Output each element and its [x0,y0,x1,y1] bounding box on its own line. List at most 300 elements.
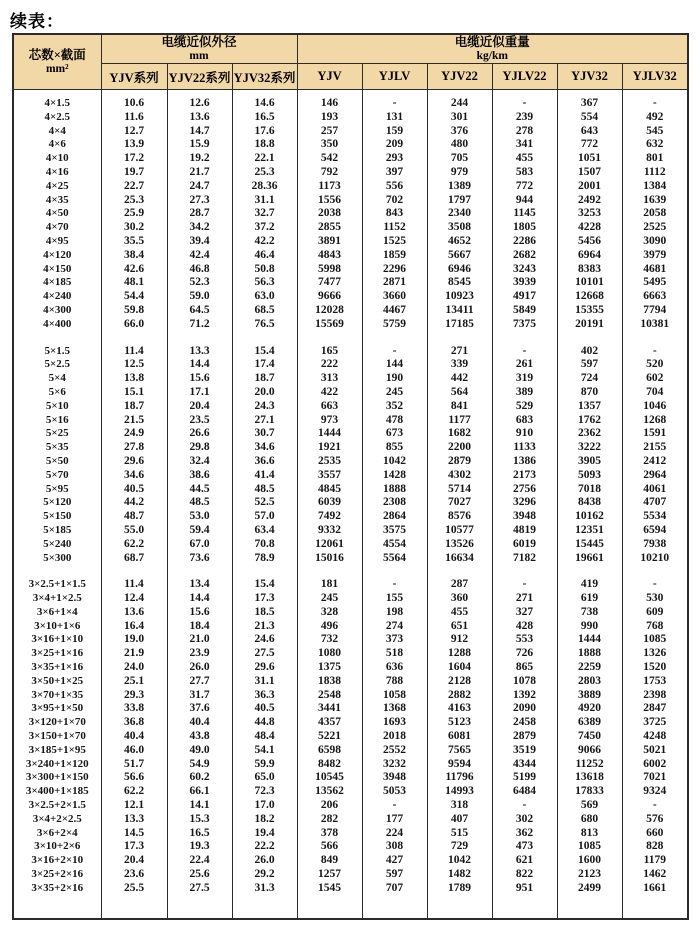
value-cell: 422 [297,386,362,400]
table-row [13,689,688,703]
value-cell: 3090 [622,235,688,249]
value-cell: 29.2 [232,868,297,882]
value-cell: 2882 [427,689,492,703]
value-cell: 62.2 [101,538,167,552]
value-cell: 3296 [492,496,557,510]
value-cell: 6663 [622,290,688,304]
value-cell: 72.3 [232,785,297,799]
spacer-cell [557,90,622,98]
value-cell: 4920 [557,702,622,716]
value-cell: 17185 [427,318,492,332]
value-cell: 32.7 [232,207,297,221]
value-cell: 70.8 [232,538,297,552]
value-cell: 25.1 [101,675,167,689]
value-cell: 855 [362,441,427,455]
value-cell: 542 [297,152,362,166]
value-cell: 3557 [297,469,362,483]
value-cell: 63.0 [232,290,297,304]
spacer-cell [13,565,101,578]
spacer-cell [362,896,427,919]
value-cell: 42.6 [101,263,167,277]
value-cell: 64.5 [167,304,232,318]
value-cell: 17.3 [101,840,167,854]
value-cell: 10577 [427,524,492,538]
value-cell: 30.2 [101,221,167,235]
table-row [13,620,688,634]
value-cell: 1428 [362,469,427,483]
value-cell: 14.1 [167,799,232,813]
spacer-cell [557,896,622,919]
value-cell: 14993 [427,785,492,799]
table-row [13,276,688,290]
value-cell: 73.6 [167,552,232,566]
value-cell: 772 [492,180,557,194]
value-cell: 5123 [427,716,492,730]
value-cell: 16.5 [232,111,297,125]
table-row [13,427,688,441]
value-cell: 7018 [557,483,622,497]
value-cell: 31.1 [232,194,297,208]
value-cell: 2296 [362,263,427,277]
table-row [13,771,688,785]
value-cell: 1046 [622,400,688,414]
spacer-cell [492,332,557,345]
value-cell: 21.9 [101,647,167,661]
table-row [13,400,688,414]
table-row [13,263,688,277]
value-cell: 4843 [297,249,362,263]
value-cell: 10381 [622,318,688,332]
value-cell: 1078 [492,675,557,689]
value-cell: 373 [362,633,427,647]
value-cell: 42.2 [232,235,297,249]
value-cell: 239 [492,111,557,125]
value-cell: 663 [297,400,362,414]
header-weight-group [297,34,688,64]
value-cell: 1545 [297,882,362,896]
cable-spec-table [12,33,689,920]
value-cell: 12351 [557,524,622,538]
value-cell: 5534 [622,510,688,524]
value-cell: 1080 [297,647,362,661]
value-cell: 1753 [622,675,688,689]
value-cell: 843 [362,207,427,221]
value-cell: 11.4 [101,345,167,359]
value-cell: 1482 [427,868,492,882]
spacer-cell [297,90,362,98]
value-cell: 2038 [297,207,362,221]
table-row [13,111,688,125]
value-cell: 1288 [427,647,492,661]
value-cell: 1177 [427,414,492,428]
value-cell: 32.4 [167,455,232,469]
value-cell: - [492,345,557,359]
value-cell: 8438 [557,496,622,510]
header-core-section [13,34,101,90]
value-cell: 318 [427,799,492,813]
value-cell: 1042 [427,854,492,868]
value-cell: 367 [557,97,622,111]
value-cell: 68.5 [232,304,297,318]
value-cell: 3725 [622,716,688,730]
table-row [13,455,688,469]
value-cell: 7794 [622,304,688,318]
value-cell: 59.4 [167,524,232,538]
value-cell: 1444 [557,633,622,647]
spacer-cell [362,332,427,345]
value-cell: 3253 [557,207,622,221]
value-cell: 33.8 [101,702,167,716]
column-header: YJV32系列 [232,64,297,90]
value-cell: 71.2 [167,318,232,332]
value-cell: 328 [297,606,362,620]
value-cell: 5667 [427,249,492,263]
value-cell: 1789 [427,882,492,896]
table-row [13,744,688,758]
spec-cell: 4×50 [13,207,101,221]
value-cell: 350 [297,138,362,152]
value-cell: 17.3 [232,592,297,606]
value-cell: 24.7 [167,180,232,194]
table-row [13,345,688,359]
value-cell: 378 [297,827,362,841]
spec-cell: 5×6 [13,386,101,400]
value-cell: 944 [492,194,557,208]
spacer-row [13,565,688,578]
value-cell: 1257 [297,868,362,882]
value-cell: 66.0 [101,318,167,332]
value-cell: 707 [362,882,427,896]
spec-cell: 3×240+1×120 [13,758,101,772]
value-cell: 2128 [427,675,492,689]
value-cell: 287 [427,578,492,592]
value-cell: 27.8 [101,441,167,455]
value-cell: 1384 [622,180,688,194]
value-cell: 31.1 [232,675,297,689]
value-cell: 222 [297,358,362,372]
value-cell: 9332 [297,524,362,538]
spec-cell: 3×400+1×185 [13,785,101,799]
header-subcolumn-row [13,64,688,90]
value-cell: 4163 [427,702,492,716]
value-cell: 6081 [427,730,492,744]
spec-cell: 4×150 [13,263,101,277]
value-cell: 59.0 [167,290,232,304]
value-cell: 636 [362,661,427,675]
spacer-cell [427,896,492,919]
spec-cell: 5×2.5 [13,358,101,372]
value-cell: 673 [362,427,427,441]
spec-cell: 5×25 [13,427,101,441]
table-row [13,180,688,194]
table-row [13,414,688,428]
table-row [13,592,688,606]
table-row [13,441,688,455]
value-cell: 6039 [297,496,362,510]
table-row [13,469,688,483]
value-cell: 5199 [492,771,557,785]
value-cell: 619 [557,592,622,606]
value-cell: 66.1 [167,785,232,799]
value-cell: 1661 [622,882,688,896]
table-row [13,304,688,318]
table-row [13,868,688,882]
spec-cell: 3×25+1×16 [13,647,101,661]
value-cell: 9324 [622,785,688,799]
table-row [13,166,688,180]
value-cell: 16.5 [167,827,232,841]
value-cell: 2123 [557,868,622,882]
value-cell: - [622,345,688,359]
value-cell: 144 [362,358,427,372]
spec-cell: 3×300+1×150 [13,771,101,785]
table-row [13,647,688,661]
value-cell: 455 [492,152,557,166]
value-cell: 31.3 [232,882,297,896]
value-cell: 6594 [622,524,688,538]
table-body [13,90,688,919]
value-cell: 13.9 [101,138,167,152]
value-cell: 13.3 [167,345,232,359]
value-cell: 3905 [557,455,622,469]
value-cell: - [492,97,557,111]
value-cell: 402 [557,345,622,359]
value-cell: 792 [297,166,362,180]
value-cell: 12.4 [101,592,167,606]
value-cell: 1838 [297,675,362,689]
value-cell: 18.4 [167,620,232,634]
value-cell: 11796 [427,771,492,785]
spec-cell: 4×240 [13,290,101,304]
value-cell: 26.6 [167,427,232,441]
value-cell: 23.6 [101,868,167,882]
value-cell: 38.4 [101,249,167,263]
value-cell: 14.5 [101,827,167,841]
header-diameter-unit: mm [189,49,209,62]
value-cell: 63.4 [232,524,297,538]
spec-cell: 5×300 [13,552,101,566]
column-header: YJLV22 [492,64,557,90]
value-cell: 30.7 [232,427,297,441]
value-cell: 529 [492,400,557,414]
spec-cell: 3×10+1×6 [13,620,101,634]
spec-cell: 3×4+2×2.5 [13,813,101,827]
spec-cell: 3×6+1×4 [13,606,101,620]
value-cell: 2340 [427,207,492,221]
value-cell: 1085 [557,840,622,854]
value-cell: 17.1 [167,386,232,400]
table-row [13,854,688,868]
value-cell: 455 [427,606,492,620]
value-cell: 4917 [492,290,557,304]
value-cell: 14.7 [167,125,232,139]
spec-cell: 4×2.5 [13,111,101,125]
value-cell: 7450 [557,730,622,744]
table-row [13,827,688,841]
value-cell: 473 [492,840,557,854]
value-cell: 7021 [622,771,688,785]
value-cell: 76.5 [232,318,297,332]
spec-cell: 4×6 [13,138,101,152]
value-cell: 155 [362,592,427,606]
value-cell: 43.8 [167,730,232,744]
value-cell: 38.6 [167,469,232,483]
value-cell: 1639 [622,194,688,208]
value-cell: 16.4 [101,620,167,634]
value-cell: 46.0 [101,744,167,758]
value-cell: 165 [297,345,362,359]
value-cell: 4357 [297,716,362,730]
value-cell: 4681 [622,263,688,277]
value-cell: 11252 [557,758,622,772]
value-cell: 2552 [362,744,427,758]
spacer-cell [427,565,492,578]
value-cell: 1693 [362,716,427,730]
value-cell: 1556 [297,194,362,208]
value-cell: 14.4 [167,592,232,606]
value-cell: 4554 [362,538,427,552]
value-cell: 36.8 [101,716,167,730]
value-cell: 282 [297,813,362,827]
value-cell: 24.6 [232,633,297,647]
value-cell: 788 [362,675,427,689]
value-cell: - [362,578,427,592]
value-cell: 2499 [557,882,622,896]
spacer-cell [232,565,297,578]
value-cell: 4344 [492,758,557,772]
value-cell: 10.6 [101,97,167,111]
value-cell: 515 [427,827,492,841]
spacer-cell [101,565,167,578]
value-cell: 313 [297,372,362,386]
value-cell: 131 [362,111,427,125]
value-cell: 2535 [297,455,362,469]
spec-cell: 5×10 [13,400,101,414]
value-cell: 190 [362,372,427,386]
value-cell: 2173 [492,469,557,483]
table-row [13,152,688,166]
value-cell: 7027 [427,496,492,510]
value-cell: 27.7 [167,675,232,689]
value-cell: 27.5 [232,647,297,661]
spec-cell: 3×6+2×4 [13,827,101,841]
table-row [13,813,688,827]
value-cell: 49.0 [167,744,232,758]
value-cell: 15016 [297,552,362,566]
table-row [13,524,688,538]
spec-cell: 4×95 [13,235,101,249]
value-cell: 1112 [622,166,688,180]
value-cell: 54.1 [232,744,297,758]
value-cell: 8576 [427,510,492,524]
value-cell: 34.2 [167,221,232,235]
value-cell: 4652 [427,235,492,249]
value-cell: 564 [427,386,492,400]
value-cell: 29.6 [101,455,167,469]
value-cell: 25.9 [101,207,167,221]
value-cell: 146 [297,97,362,111]
value-cell: 29.6 [232,661,297,675]
value-cell: 24.3 [232,400,297,414]
value-cell: 4061 [622,483,688,497]
spec-cell: 3×35+2×16 [13,882,101,896]
value-cell: 5021 [622,744,688,758]
spacer-cell [167,565,232,578]
value-cell: 1797 [427,194,492,208]
value-cell: 13.4 [167,578,232,592]
value-cell: 1357 [557,400,622,414]
spacer-cell [13,896,101,919]
value-cell: 308 [362,840,427,854]
value-cell: 23.5 [167,414,232,428]
value-cell: 4228 [557,221,622,235]
value-cell: 3222 [557,441,622,455]
value-cell: 910 [492,427,557,441]
value-cell: - [492,799,557,813]
value-cell: 245 [362,386,427,400]
value-cell: 293 [362,152,427,166]
value-cell: 44.8 [232,716,297,730]
value-cell: 21.0 [167,633,232,647]
value-cell: 554 [557,111,622,125]
value-cell: 31.7 [167,689,232,703]
value-cell: 7492 [297,510,362,524]
header-weight-title: 电缆近似重量 [454,34,530,49]
value-cell: 13.8 [101,372,167,386]
value-cell: 683 [492,414,557,428]
value-cell: 39.4 [167,235,232,249]
spacer-cell [622,896,688,919]
value-cell: 1462 [622,868,688,882]
value-cell: 181 [297,578,362,592]
value-cell: 48.1 [101,276,167,290]
value-cell: 990 [557,620,622,634]
value-cell: - [622,97,688,111]
value-cell: 257 [297,125,362,139]
value-cell: 12.1 [101,799,167,813]
value-cell: 59.9 [232,758,297,772]
value-cell: 1520 [622,661,688,675]
value-cell: 2058 [622,207,688,221]
value-cell: 1762 [557,414,622,428]
value-cell: 13.6 [167,111,232,125]
value-cell: 1133 [492,441,557,455]
value-cell: 36.3 [232,689,297,703]
value-cell: 643 [557,125,622,139]
table-row [13,386,688,400]
value-cell: 1152 [362,221,427,235]
value-cell: 8383 [557,263,622,277]
value-cell: 12061 [297,538,362,552]
value-cell: 973 [297,414,362,428]
value-cell: 1145 [492,207,557,221]
value-cell: 14.4 [167,358,232,372]
column-header: YJLV [362,64,427,90]
value-cell: 3243 [492,263,557,277]
value-cell: 27.1 [232,414,297,428]
value-cell: 553 [492,633,557,647]
value-cell: 6019 [492,538,557,552]
value-cell: 40.5 [101,483,167,497]
value-cell: 1921 [297,441,362,455]
value-cell: 20191 [557,318,622,332]
spec-cell: 3×35+1×16 [13,661,101,675]
value-cell: 274 [362,620,427,634]
value-cell: 2412 [622,455,688,469]
value-cell: 724 [557,372,622,386]
value-cell: 828 [622,840,688,854]
value-cell: 34.6 [232,441,297,455]
